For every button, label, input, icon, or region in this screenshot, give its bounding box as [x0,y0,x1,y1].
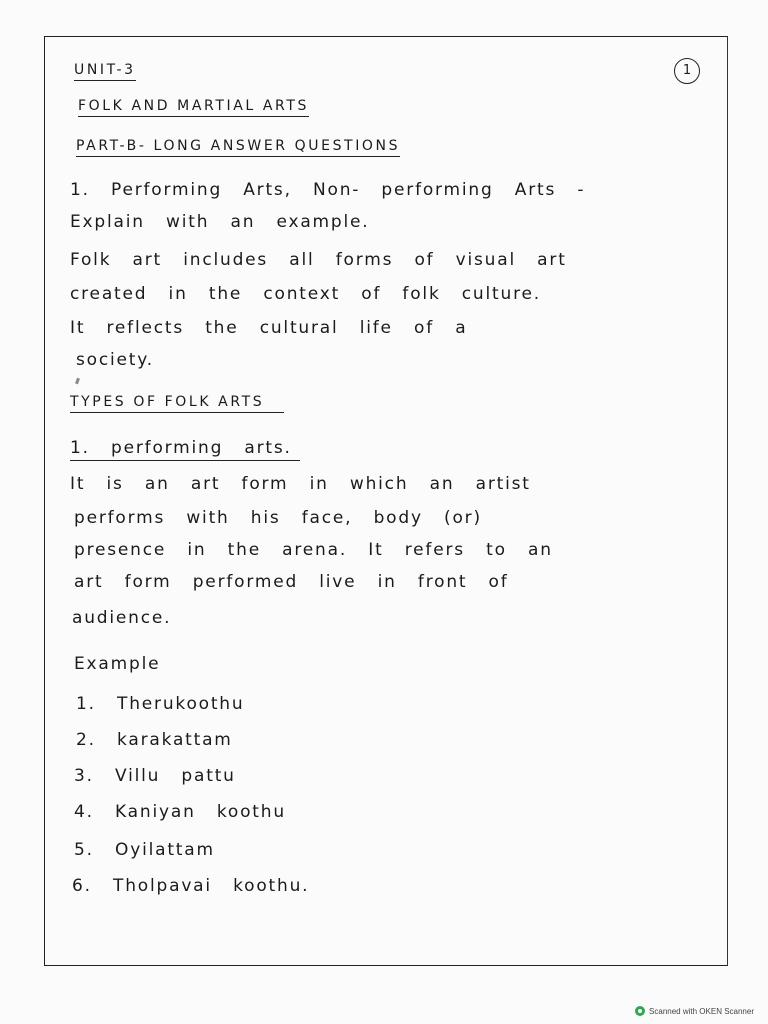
page-number: 1 [674,58,700,84]
page-border [44,36,728,966]
unit-heading: UNIT-3 [74,62,136,81]
question-line-1: 1. Performing Arts, Non- performing Arts - [70,180,586,200]
example-item-2: 2. karakattam [76,730,233,750]
example-item-4: 4. Kaniyan koothu [74,802,286,822]
example-item-5: 5. Oyilattam [74,840,215,860]
intro-line-3: It reflects the cultural life of a [70,318,468,338]
scanner-logo-icon [635,1006,645,1016]
performing-line-4: art form performed live in front of [74,572,509,592]
example-item-3: 3. Villu pattu [74,766,236,786]
intro-line-1: Folk art includes all forms of visual art [70,250,567,270]
example-item-6: 6. Tholpavai koothu. [72,876,310,896]
page-title: FOLK AND MARTIAL ARTS [78,98,309,117]
performing-line-2: performs with his face, body (or) [74,508,482,528]
example-heading: Example [74,654,161,674]
question-line-2: Explain with an example. [70,212,370,232]
performing-line-5: audience. [72,608,172,628]
performing-heading: 1. performing arts. [70,438,300,461]
scanner-watermark-text: Scanned with OKEN Scanner [649,1006,754,1016]
intro-line-2: created in the context of folk culture. [70,284,541,304]
types-heading: TYPES OF FOLK ARTS [70,394,284,413]
performing-line-3: presence in the arena. It refers to an [74,540,553,560]
part-heading: PART-B- LONG ANSWER QUESTIONS [76,138,400,157]
example-item-1: 1. Therukoothu [76,694,245,714]
performing-line-1: It is an art form in which an artist [70,474,531,494]
scanner-watermark [635,1006,754,1016]
intro-line-4: society. [76,350,154,370]
